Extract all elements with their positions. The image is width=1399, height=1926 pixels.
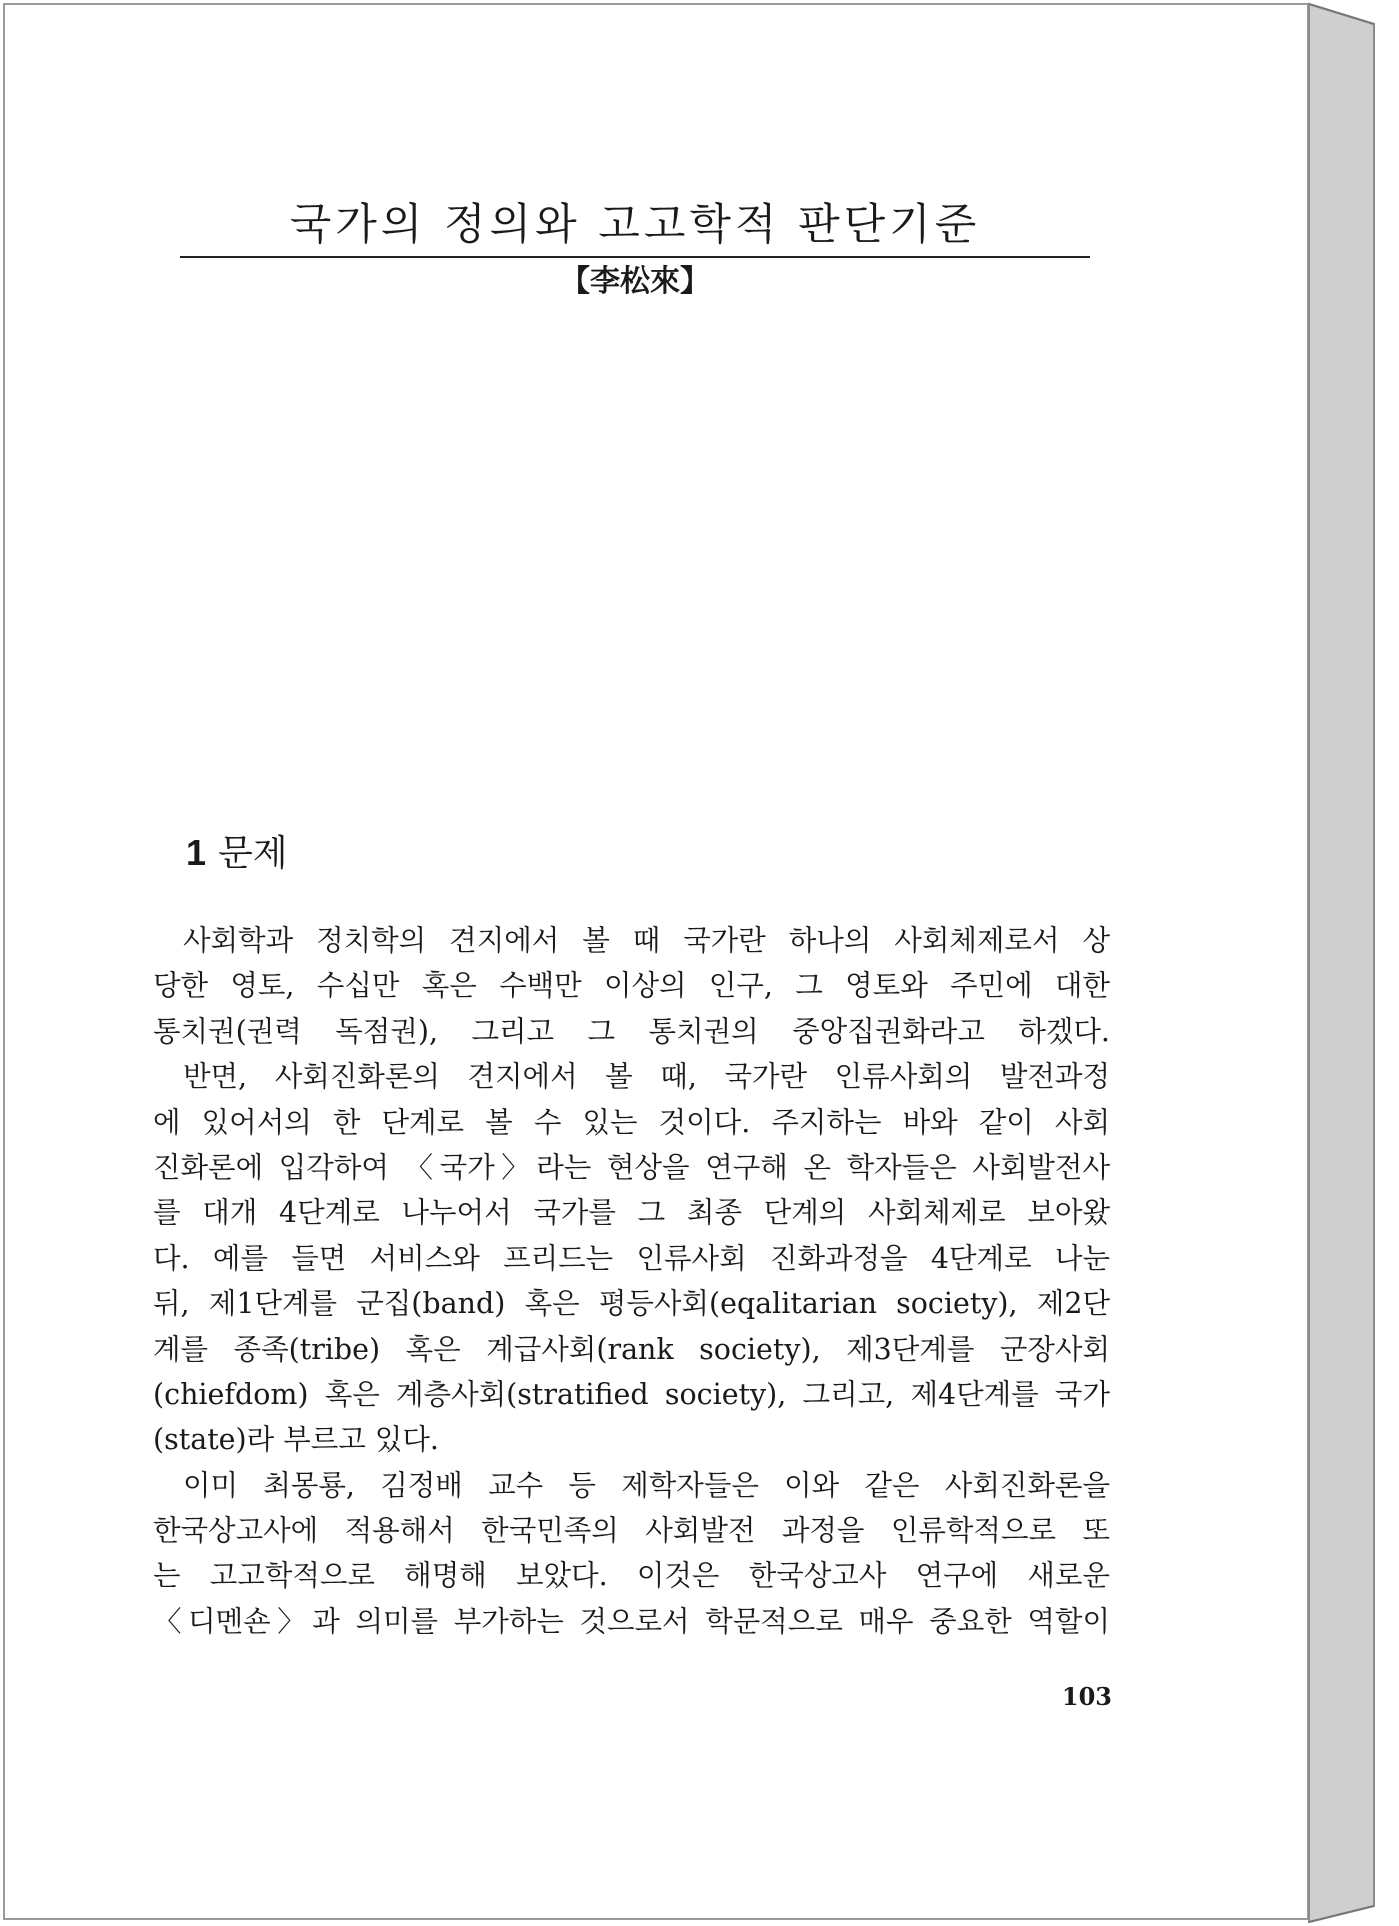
- body-line: 반면, 사회진화론의 견지에서 볼 때, 국가란 인류사회의 발전과정: [183, 1060, 1110, 1094]
- body-line: 통치권(권력 독점권), 그리고 그 통치권의 중앙집권화라고 하겠다.: [153, 1014, 1110, 1048]
- title-underline: [180, 256, 1090, 258]
- page-number: 103: [1061, 1682, 1112, 1711]
- body-line: 뒤, 제1단계를 군집(band) 혹은 평등사회(eqalitarian society), 제2단: [153, 1287, 1110, 1321]
- body-line: 를 대개 4단계로 나누어서 국가를 그 최종 단계의 사회체제로 보아왔: [153, 1196, 1110, 1230]
- body-line: 당한 영토, 수십만 혹은 수백만 이상의 인구, 그 영토와 주민에 대한: [153, 969, 1110, 1003]
- body-line: 이미 최몽룡, 김정배 교수 등 제학자들은 이와 같은 사회진화론을: [183, 1468, 1110, 1502]
- body-line: 한국상고사에 적용해서 한국민족의 사회발전 과정을 인류학적으로 또: [153, 1514, 1110, 1548]
- author-name: 【李松來】: [560, 264, 710, 299]
- body-line: 에 있어서의 한 단계로 볼 수 있는 것이다. 주지하는 바와 같이 사회: [153, 1105, 1110, 1139]
- body-line: 다. 예를 들면 서비스와 프리드는 인류사회 진화과정을 4단계로 나눈: [153, 1241, 1110, 1275]
- body-line: 는 고고학적으로 해명해 보았다. 이것은 한국상고사 연구에 새로운: [153, 1559, 1110, 1593]
- body-line: (chiefdom) 혹은 계층사회(stratified society), 그리고, 제4단계를 국가: [153, 1377, 1110, 1411]
- body-text: [153, 918, 1110, 1644]
- body-line: 사회학과 정치학의 견지에서 볼 때 국가란 하나의 사회체제로서 상: [183, 924, 1110, 957]
- section-title: 문제: [218, 833, 288, 874]
- body-line: 〈디멘숀〉과 의미를 부가하는 것으로서 학문적으로 매우 중요한 역할이: [153, 1604, 1110, 1638]
- body-line: 계를 종족(tribe) 혹은 계급사회(rank society), 제3단계를 군장사회: [153, 1332, 1110, 1366]
- document-title: 국가의 정의와 고고학적 판단기준: [289, 200, 981, 250]
- body-line: 진화론에 입각하여 〈국가〉라는 현상을 연구해 온 학자들은 사회발전사: [153, 1150, 1110, 1184]
- section-number: 1: [186, 832, 207, 873]
- body-line: (state)라 부르고 있다.: [153, 1423, 439, 1457]
- section-heading: [186, 830, 288, 877]
